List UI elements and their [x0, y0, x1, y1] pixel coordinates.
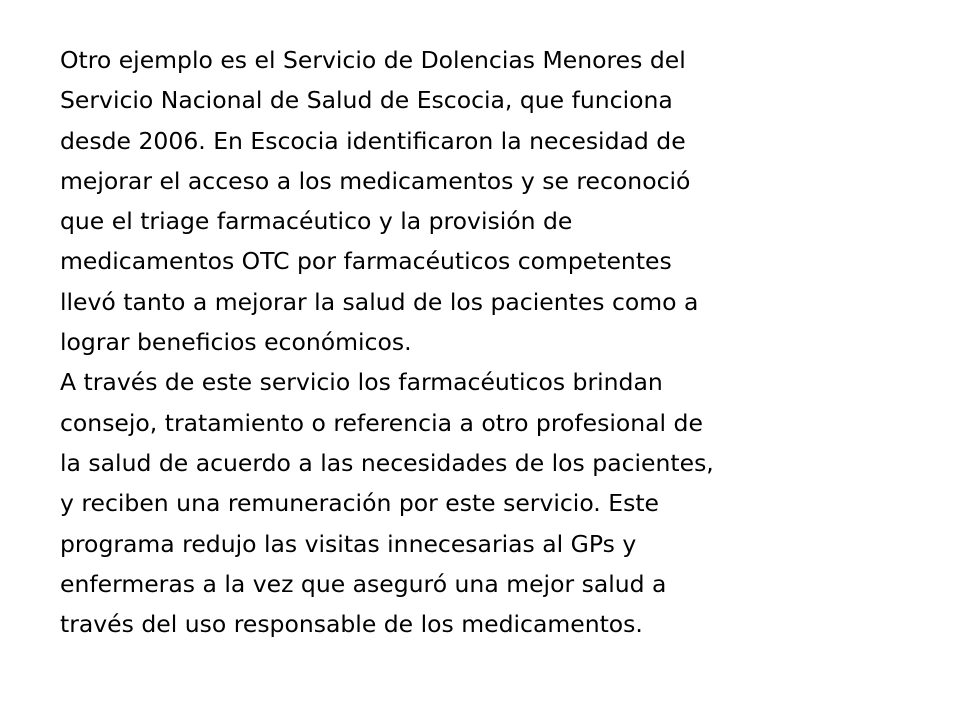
text-line: llevó tanto a mejorar la salud de los pacientes como a — [60, 287, 699, 316]
text-line: lograr beneficios económicos. — [60, 328, 412, 357]
text-line: consejo, tratamiento o referencia a otro profesional de — [60, 408, 703, 437]
paragraph-service-benefits — [60, 362, 910, 644]
text-line: que el triage farmacéutico y la provisión de — [60, 207, 573, 236]
text-line: la salud de acuerdo a las necesidades de los pacientes, — [60, 448, 714, 477]
text-line: programa redujo las visitas innecesarias al GPs y — [60, 529, 637, 558]
text-line: medicamentos OTC por farmacéuticos competentes — [60, 247, 672, 276]
slide-body-text — [60, 40, 910, 644]
text-line: enfermeras a la vez que aseguró una mejor salud a — [60, 569, 667, 598]
text-line: Otro ejemplo es el Servicio de Dolencias Menores del — [60, 46, 686, 74]
text-line: mejorar el acceso a los medicamentos y se reconoció — [60, 166, 691, 195]
text-line: través del uso responsable de los medicamentos. — [60, 610, 643, 639]
text-line: A través de este servicio los farmacéuticos brindan — [60, 368, 663, 397]
text-line: desde 2006. En Escocia identificaron la necesidad de — [60, 126, 686, 155]
text-line: y reciben una remuneración por este servicio. Este — [60, 489, 660, 518]
paragraph-scotland-minor-ailments — [60, 40, 910, 362]
text-line: Servicio Nacional de Salud de Escocia, que funciona — [60, 86, 673, 115]
